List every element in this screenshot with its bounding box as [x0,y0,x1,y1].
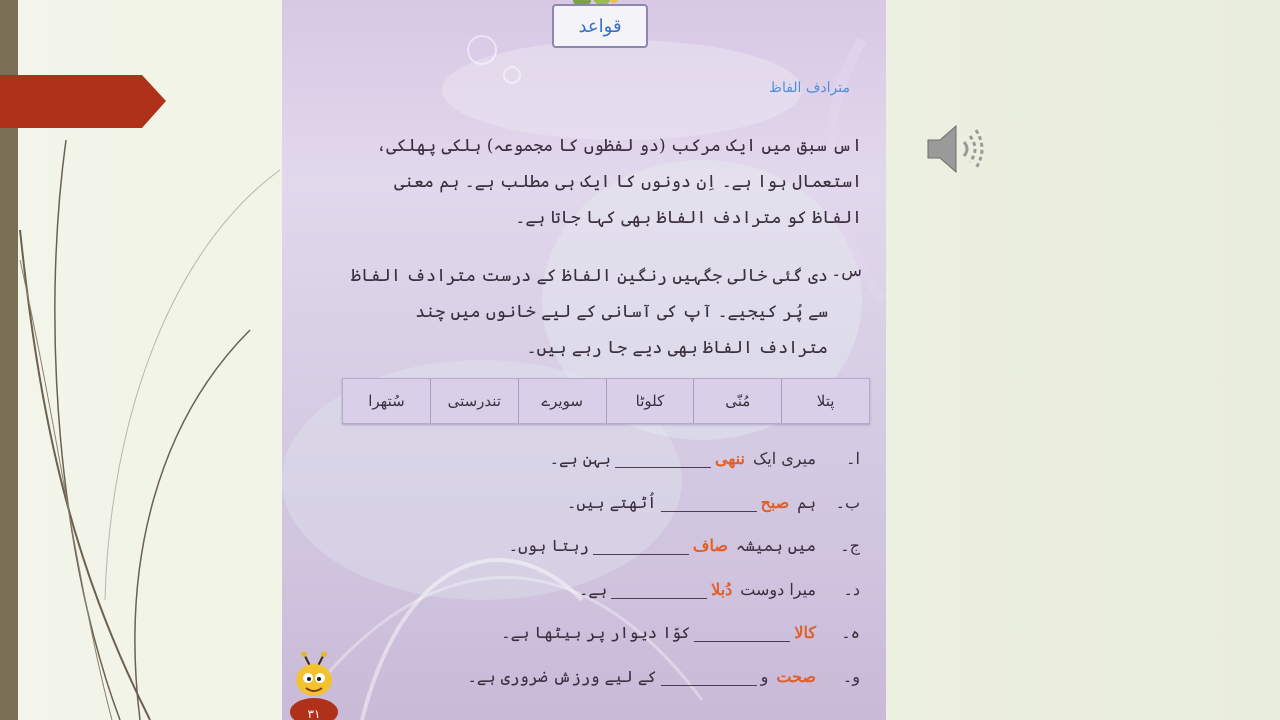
answer-blank [611,580,707,599]
answer-blank [694,623,790,642]
exercise-item [386,617,860,647]
word-bank-table [342,378,870,424]
exercise-label: ب۔ [835,492,860,512]
bee-mascot-icon [286,652,342,720]
word-bank-cell: مُنّی [693,379,781,423]
exercise-item [386,530,860,560]
answer-blank [615,449,711,468]
exercise-text-before: میں ہمیشہ [735,535,816,555]
exercise-label: و۔ [842,666,860,686]
exercise-text-after: کوّا دیوار پر بیٹھا ہے۔ [501,622,691,642]
highlighted-word: ننھی [714,448,745,468]
word-bank-cell: پتلا [781,379,869,423]
exercise-text-before: ہم [797,492,816,512]
lesson-title: قواعد [578,15,622,37]
question-number: س۔ [831,261,862,281]
exercise-text-after: بہن ہے۔ [549,448,611,468]
highlighted-word: صاف [692,535,728,555]
highlighted-word: صبح [760,492,790,512]
section-heading: مترادف الفاظ [769,80,850,96]
exercise-text-after: ہے۔ [579,579,608,599]
lesson-title-box [552,4,648,48]
highlighted-word: صحت [776,666,816,686]
answer-blank [661,667,757,686]
exercise-label: ہ۔ [841,622,860,642]
exercise-label: د۔ [843,579,860,599]
exercise-item [386,487,860,517]
word-bank-cell: کلوٹا [606,379,694,423]
exercise-text-after: اُٹھتے ہیں۔ [567,492,657,512]
exercise-item [386,661,860,691]
answer-blank [593,536,689,555]
exercise-text-after: رہتا ہوں۔ [508,535,589,555]
red-arrow-tab [0,75,166,128]
exercise-label: ا۔ [846,448,860,468]
answer-blank [661,493,757,512]
word-bank-cell: سویرے [518,379,606,423]
word-bank-cell: تندرستی [430,379,518,423]
question-text: دی گئی خالی جگہیں رنگین الفاظ کے درست مترادف الفاظ سے پُر کیجیے۔ آپ کی آسانی کے لیے خانوں میں چند مترادف الفاظ بھی دیے جا رہے ہیں۔ [351,266,828,358]
page-number: ۳۱ [307,707,321,720]
speaker-icon[interactable] [926,120,988,178]
textbook-page-photo [282,0,886,720]
exercise-label: ج۔ [840,535,860,555]
highlighted-word: دُبلا [711,579,733,599]
exercise-item [386,574,860,604]
highlighted-word: کالا [794,622,816,642]
exercise-conjunction: و [760,666,769,686]
exercise-text-before: میرا دوست [740,579,816,599]
intro-paragraph: اس سبق میں ایک مرکب (دو لفظوں کا مجموعہ) ہلکی پھلکی، استعمال ہوا ہے۔ اِن دونوں کا ایک ہی مطلب ہے۔ ہم معنی الفاظ کو مترادف الفاظ بھی کہا جاتا ہے۔ [376,136,862,228]
exercise-text-before: میری ایک [752,448,816,468]
exercise-text-after: کے لیے ورزش ضروری ہے۔ [467,666,657,686]
exercise-item [386,443,860,473]
word-bank-cell: سُتھرا [368,392,405,410]
